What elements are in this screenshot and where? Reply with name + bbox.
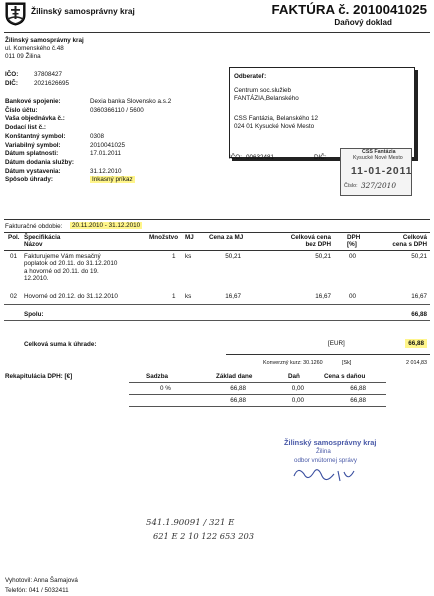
received-stamp-town: Kysucké Nové Mesto <box>353 155 403 161</box>
vat-mid-line <box>129 394 386 395</box>
row-desc-line: 12.2010. <box>24 274 49 282</box>
issuer-city: 011 09 Žilina <box>5 53 41 60</box>
handwritten-note-2: 621 E 2 10 122 653 203 <box>153 531 255 541</box>
customer-line3: CSS Fantázia, Belanského 12 <box>234 115 319 122</box>
row-price: 16,67 <box>225 293 241 300</box>
vat-cell: 66,88 <box>350 385 366 392</box>
issuer-name: Žilinský samosprávny kraj <box>5 37 84 44</box>
received-stamp-date: 11-01-2011 <box>351 166 413 177</box>
vat-head-sadzba: Sadzba <box>146 373 169 380</box>
payment-field-value: 31.12.2010 <box>90 167 122 175</box>
issuer-dic: 2021626695 <box>34 80 70 87</box>
col-celkova-s-2: cena s DPH <box>392 241 427 248</box>
row-desc-line: Hovorné od 20.12. do 31.12.2010 <box>24 293 118 300</box>
customer-ico-label: IČO: <box>229 154 242 161</box>
col-spec: Špecifikácia <box>24 234 61 241</box>
issuer-ico: 37808427 <box>34 71 63 78</box>
received-stamp-cislo: 327/2010 <box>361 181 396 190</box>
payment-field-label: Dodací list č.: <box>5 124 46 132</box>
payment-field-label: Dátum dodania služby: <box>5 158 74 166</box>
customer-dic-label: DIČ: <box>314 154 327 161</box>
customer-line4: 024 01 Kysucké Nové Mesto <box>234 123 315 130</box>
sk-value: 2 014,83 <box>406 360 427 366</box>
row-desc-line: a hovorné od 20.11. do 19. <box>24 267 99 275</box>
conversion-rate: Konverzný kurz: 30.1260 <box>263 360 323 366</box>
invoice-title: FAKTÚRA č. 2010041025 <box>271 2 427 17</box>
office-stamp-line1: Žilinský samosprávny kraj <box>284 438 377 447</box>
row-qty: 1 <box>172 253 176 260</box>
payment-field-value: Dexia banka Slovensko a.s.2 <box>90 98 172 105</box>
row-pol: 01 <box>10 253 18 260</box>
vat-head-cena: Cena s daňou <box>324 373 366 380</box>
row-total: 16,67 <box>315 293 331 300</box>
payment-field-label: Vaša objednávka č.: <box>5 115 65 123</box>
spolu-label: Spolu: <box>24 311 44 318</box>
phone: Telefón: 041 / 5032411 <box>5 587 69 594</box>
col-dph-1: DPH <box>347 234 361 241</box>
coat-of-arms-logo <box>5 2 26 26</box>
handwritten-note-1: 541.1.90091 / 321 E <box>146 518 235 528</box>
payment-field-label: Číslo účtu: <box>5 106 38 114</box>
issuer-dic-label: DIČ: <box>5 80 18 87</box>
vat-bottom-line <box>129 406 386 407</box>
vat-header-line <box>129 382 386 383</box>
office-stamp-line3: odbor vnútornej správy <box>294 457 357 464</box>
table-rows-end-line <box>4 304 430 305</box>
customer-box <box>229 67 415 158</box>
received-stamp-cislo-label: Číslo: <box>344 183 358 189</box>
customer-label: Odberateľ: <box>234 73 267 80</box>
vat-cell: 0,00 <box>291 385 304 392</box>
col-mj: MJ <box>185 234 194 241</box>
received-stamp-org: CSS Fantázia <box>362 149 396 155</box>
col-celkova-bez-1: Celková cena <box>290 234 331 241</box>
signature-scribble-icon <box>288 462 358 488</box>
vat-cell: 66,88 <box>230 397 246 404</box>
invoice-subtitle: Daňový doklad <box>334 18 392 27</box>
row-total-vat: 50,21 <box>411 253 427 260</box>
customer-line2: FANTÁZIA,Belanského <box>234 95 299 102</box>
vat-cell: 66,88 <box>350 397 366 404</box>
period-label: Fakturačné obdobie: <box>5 223 63 230</box>
vat-cell: 0 % <box>160 385 171 392</box>
row-vat: 00 <box>349 253 357 260</box>
total-line <box>226 354 430 355</box>
period-value: 20.11.2010 - 31.12.2010 <box>72 222 141 229</box>
col-cena-mj: Cena za MJ <box>209 234 244 241</box>
total-currency: [EUR] <box>328 340 345 347</box>
payment-field-value: 0360366110 / 5600 <box>90 106 144 114</box>
issuer-street: ul. Komenského č.48 <box>5 45 64 52</box>
customer-line1: Centrum soc.služieb <box>234 87 292 94</box>
row-total-vat: 16,67 <box>411 293 427 300</box>
total-label: Celková suma k úhrade: <box>24 341 97 348</box>
payment-field-value: 0308 <box>90 132 105 140</box>
vat-head-zaklad: Základ dane <box>216 373 253 380</box>
vat-head-dan: Daň <box>288 373 300 380</box>
col-mnozstvo: Množstvo <box>149 234 179 241</box>
row-desc-line: Fakturujeme Vám mesačný <box>24 253 101 260</box>
row-mj: ks <box>185 253 192 260</box>
col-celkova-s-1: Celková <box>402 234 427 241</box>
payment-field-label: Dátum vystavenia: <box>5 167 61 175</box>
col-celkova-bez-2: bez DPH <box>305 241 331 248</box>
payment-field-value: 17.01.2011 <box>90 150 122 158</box>
period-divider <box>4 219 430 220</box>
row-mj: ks <box>185 293 192 300</box>
issuer-ico-label: IČO: <box>5 71 19 78</box>
payment-field-label: Dátum splatnosti: <box>5 150 59 158</box>
col-dph-2: [%] <box>347 241 357 248</box>
payment-field-label: Spôsob úhrady: <box>5 176 53 184</box>
row-vat: 00 <box>349 293 357 300</box>
row-qty: 1 <box>172 293 176 300</box>
payment-field-label: Konštantný symbol: <box>5 132 66 140</box>
vat-recap-label: Rekapitulácia DPH: [€] <box>5 373 73 380</box>
customer-ico: 00632481 <box>246 154 275 161</box>
total-value: 66,88 <box>405 339 427 348</box>
office-stamp-line2: Žilina <box>316 448 331 455</box>
row-desc-line: poplatok od 20.11. do 31.12.2010 <box>24 260 118 268</box>
payment-field-value: Inkasný príkaz <box>92 176 133 184</box>
issuer-header-name: Žilinský samosprávny kraj <box>31 6 135 16</box>
spolu-line <box>4 320 430 321</box>
payment-field-label: Variabilný symbol: <box>5 141 61 149</box>
payment-field-value: 2010041025 <box>90 141 126 149</box>
table-top-line <box>4 232 430 233</box>
vat-cell: 0,00 <box>291 397 304 404</box>
spolu-value: 66,88 <box>411 311 427 318</box>
row-total: 50,21 <box>315 253 331 260</box>
coat-of-arms-icon <box>5 2 26 26</box>
table-header-line <box>4 250 430 251</box>
sk-label: [Sk] <box>342 360 352 366</box>
signature <box>288 462 358 488</box>
issued-by: Vyhotovil: Anna Šamajová <box>5 577 78 584</box>
col-nazov: Názov <box>24 241 43 248</box>
vat-cell: 66,88 <box>230 385 246 392</box>
header-divider <box>4 32 430 33</box>
col-pol: Pol. <box>8 234 20 241</box>
row-pol: 02 <box>10 293 18 300</box>
payment-field-label: Bankové spojenie: <box>5 98 61 105</box>
row-price: 50,21 <box>225 253 241 260</box>
